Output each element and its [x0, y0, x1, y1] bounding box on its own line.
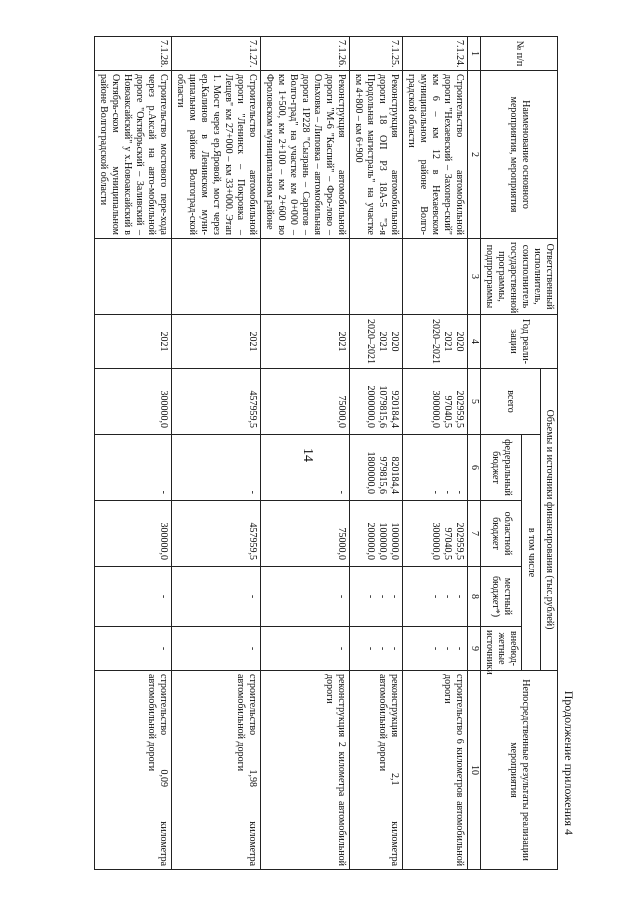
extra-amount-line: -: [442, 646, 453, 651]
year-line: 2020: [389, 331, 400, 352]
appendix-caption: Продолжение приложения 4: [562, 690, 576, 835]
year: [172, 315, 261, 369]
column-index: 1: [468, 37, 481, 71]
regional-amount-line: 100000,0: [377, 522, 388, 560]
header-federal: федеральный бюджет: [481, 435, 522, 501]
extra-amount: [261, 627, 350, 671]
regional-amount-line: 202959,5: [454, 522, 465, 560]
federal-amount-line: -: [442, 490, 453, 494]
extra-amount-line: -: [247, 646, 258, 651]
local-amount: [350, 567, 403, 627]
year-line: 2020: [454, 331, 465, 352]
total-amount: [95, 369, 172, 435]
total-amount-line: 75000,0: [336, 395, 347, 428]
responsible: [350, 239, 403, 315]
year-line: 2021: [377, 331, 388, 352]
table-row: [172, 37, 261, 870]
year-line: 2021: [158, 331, 169, 352]
local-amount-line: -: [430, 594, 441, 599]
result: строительство 6 километров автомобильной дороги: [403, 671, 468, 870]
total-amount-line: 300000,0: [430, 390, 441, 428]
total-amount: [403, 369, 468, 435]
local-amount-line: -: [442, 594, 453, 599]
column-index: 9: [468, 627, 481, 671]
column-index: 2: [468, 71, 481, 239]
local-amount-line: -: [336, 594, 347, 599]
financing-table: [94, 36, 558, 870]
extra-amount-line: -: [454, 646, 465, 651]
header-name: Наименование основного мероприятия, мероприятия: [481, 71, 558, 239]
header-results: Непосредственные результаты реализации мероприятия: [481, 671, 558, 870]
total-amount-line: 202959,5: [454, 390, 465, 428]
extra-amount: [172, 627, 261, 671]
column-index: 7: [468, 501, 481, 567]
regional-amount: [403, 501, 468, 567]
column-index: 6: [468, 435, 481, 501]
regional-amount-line: 457959,5: [247, 522, 258, 560]
total-amount-line: 457959,5: [247, 390, 258, 428]
extra-amount-line: -: [430, 646, 441, 651]
total-amount: [350, 369, 403, 435]
year: [95, 315, 172, 369]
table-row: [403, 37, 468, 870]
year-line: 2021: [336, 331, 347, 352]
federal-amount-line: 820184,4: [389, 456, 400, 494]
responsible: [95, 239, 172, 315]
result: строительство 0,09 километра автомобильной дороги: [95, 671, 172, 870]
federal-amount-line: -: [158, 490, 169, 494]
rotated-sheet: [64, 36, 576, 869]
result: строительство 1,98 километра автомобильной дороги: [172, 671, 261, 870]
federal-amount: [172, 435, 261, 501]
extra-amount-line: -: [377, 646, 388, 651]
federal-amount: [261, 435, 350, 501]
year: [261, 315, 350, 369]
measure-name: Строительство мостового пере-хода через р.Аксай на авто-мобильной дороге "Октябрьский – Заливский – Новоаксайский" у х.Новоаксайский в Октябрь-ском муниципальном районе Волгоградской области: [95, 71, 172, 239]
extra-amount-line: -: [365, 646, 376, 651]
local-amount-line: -: [247, 594, 258, 599]
regional-amount-line: 300000,0: [430, 522, 441, 560]
regional-amount-line: 200000,0: [365, 522, 376, 560]
federal-amount: [350, 435, 403, 501]
total-amount: [261, 369, 350, 435]
federal-amount-line: -: [247, 490, 258, 494]
total-amount-line: 97040,5: [442, 395, 453, 428]
federal-amount-line: 979815,6: [377, 456, 388, 494]
local-amount-line: -: [454, 594, 465, 599]
row-number: 7.1.26.: [261, 37, 350, 71]
column-index: 8: [468, 567, 481, 627]
table-row: [350, 37, 403, 870]
local-amount-line: -: [365, 594, 376, 599]
regional-amount-line: 100000,0: [389, 522, 400, 560]
federal-amount-line: -: [454, 490, 465, 494]
measure-name: Строительство автомобильной дороги "Ленинск – Покровка – Лещев" км 27+000 – км 33+000. Этап 1. Мост через ер.Яровой, мост через ер.Калинов в Ленинском муни-ципальном районе Волгоград-ской области: [172, 71, 261, 239]
total-amount-line: 2000000,0: [365, 385, 376, 428]
header-responsible: Ответственный исполнитель, соисполнитель государственной программы, подпрограммы: [481, 239, 558, 315]
column-index: 10: [468, 671, 481, 870]
extra-amount-line: -: [158, 646, 169, 651]
local-amount-line: -: [377, 594, 388, 599]
regional-amount: [95, 501, 172, 567]
total-amount-line: 300000,0: [158, 390, 169, 428]
regional-amount-line: 75000,0: [336, 527, 347, 560]
row-number: 7.1.24.: [403, 37, 468, 71]
responsible: [261, 239, 350, 315]
year: [350, 315, 403, 369]
federal-amount: [95, 435, 172, 501]
measure-name: Строительство автомобильной дороги "Нехаевский – Захопер-ский" км 6 – км 12 в Нехаевском муниципальном районе Волго-градской области: [403, 71, 468, 239]
regional-amount: [172, 501, 261, 567]
result: реконструкция 2,1 километра автомобильной дороги: [350, 671, 403, 870]
header-num: № п/п: [481, 37, 558, 71]
result: реконструкция 2 километра автомобильной дороги: [261, 671, 350, 870]
federal-amount-line: 1800000,0: [365, 451, 376, 494]
header-year: Год реали-зации: [481, 315, 558, 369]
responsible: [403, 239, 468, 315]
column-index: 4: [468, 315, 481, 369]
total-amount-line: 920184,4: [389, 390, 400, 428]
header-regional: областной бюджет: [481, 501, 522, 567]
local-amount: [403, 567, 468, 627]
extra-amount: [95, 627, 172, 671]
table-row: [95, 37, 172, 870]
year-line: 2021: [247, 331, 258, 352]
extra-amount: [350, 627, 403, 671]
responsible: [172, 239, 261, 315]
row-number: 7.1.28.: [95, 37, 172, 71]
regional-amount-line: 300000,0: [158, 522, 169, 560]
measure-name: Реконструкция автомобильной дороги "М-6 "Каспий" – Фро-лово – Ольховка – Липовка – автомобильная дорога 1Р228 "Сызрань – Саратов – Волго-град" на участке км 0+000 – км 1+500, км 2+100 – км 2+600 во Фроловском муниципальном районе: [261, 71, 350, 239]
federal-amount-line: -: [336, 490, 347, 494]
column-index: 3: [468, 239, 481, 315]
year: [403, 315, 468, 369]
local-amount: [172, 567, 261, 627]
local-amount: [261, 567, 350, 627]
column-index: 5: [468, 369, 481, 435]
year-line: 2020–2021: [365, 319, 376, 364]
year-line: 2020–2021: [430, 319, 441, 364]
extra-amount-line: -: [389, 646, 400, 651]
header-including: в том числе: [522, 435, 541, 671]
regional-amount: [261, 501, 350, 567]
page-number: 14: [300, 448, 315, 462]
total-amount-line: 1079815,6: [377, 385, 388, 428]
header-funding: Объемы и источники финансирования (тыс.рублей): [541, 369, 558, 671]
header-extra: внебюд-жетные источники: [481, 627, 522, 671]
header-local: местный бюджет*): [481, 567, 522, 627]
extra-amount: [403, 627, 468, 671]
local-amount: [95, 567, 172, 627]
regional-amount-line: 97040,5: [442, 527, 453, 560]
row-number: 7.1.27.: [172, 37, 261, 71]
total-amount: [172, 369, 261, 435]
federal-amount: [403, 435, 468, 501]
regional-amount: [350, 501, 403, 567]
row-number: 7.1.25.: [350, 37, 403, 71]
header-total: всего: [481, 369, 541, 435]
measure-name: Реконструкция автомобильной дороги 18 ОП РЗ 18А-5 "3-я Продольная магистраль" на участке км 4+800 – км 6+900: [350, 71, 403, 239]
table-row: [261, 37, 350, 870]
local-amount-line: -: [389, 594, 400, 599]
extra-amount-line: -: [336, 646, 347, 651]
federal-amount-line: -: [430, 490, 441, 494]
year-line: 2021: [442, 331, 453, 352]
column-index-row: [468, 37, 481, 870]
local-amount-line: -: [158, 594, 169, 599]
